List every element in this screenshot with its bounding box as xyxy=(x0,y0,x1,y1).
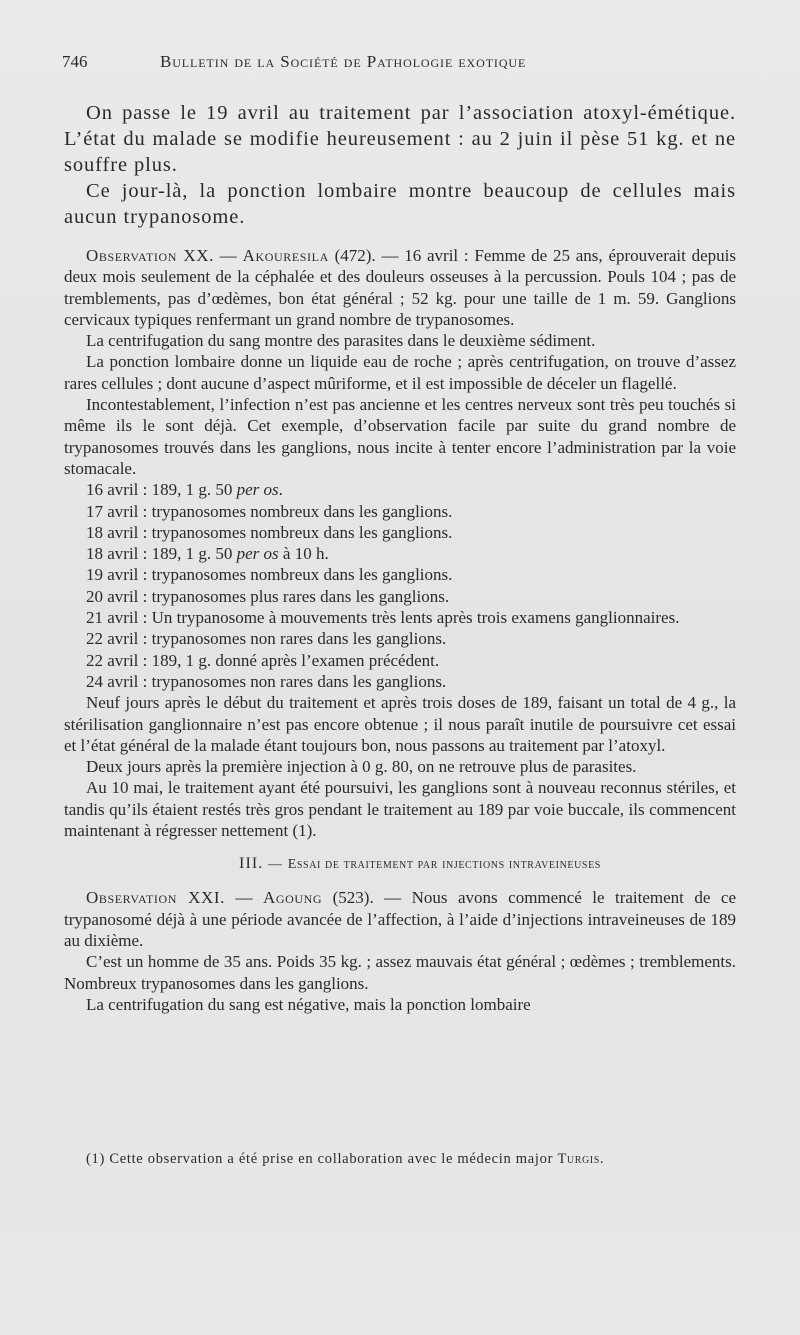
log-entry xyxy=(64,543,736,564)
daily-log xyxy=(64,479,736,692)
log-entry-text: 18 avril : 189, 1 g. 50 xyxy=(86,544,237,564)
section-heading: III. — Essai de traitement par injections intraveineuses xyxy=(239,855,601,873)
paragraph: Incontestablement, l’infection n’est pas ancienne et les centres nerveux sont très peu touchés si même ils le sont déjà. Cet exemple, d’observation facile par suite du grand nombre de trypanosomes trouvés dans les ganglions, nous incite à tenter encore l’administration par la voie stomacale. xyxy=(64,395,736,478)
observation-label: Observation XXI. xyxy=(86,888,225,908)
log-entry-text: 16 avril : 189, 1 g. 50 xyxy=(86,480,237,500)
patient-name: Agoung xyxy=(262,888,323,908)
observation-label: Observation XX. xyxy=(86,246,215,265)
log-entry-text: 19 avril : trypanosomes nombreux dans les ganglions. xyxy=(86,565,453,585)
log-entry xyxy=(64,607,736,628)
paragraph: La centrifugation du sang est négative, mais la ponction lombaire xyxy=(86,994,531,1014)
log-entry-text: 17 avril : trypanosomes nombreux dans les ganglions. xyxy=(86,501,453,521)
log-entry-suffix: à 10 h. xyxy=(278,544,329,564)
paragraph: C’est un homme de 35 ans. Poids 35 kg. ; assez mauvais état général ; œdèmes ; tremblements. Nombreux trypanosomes dans les ganglions. xyxy=(64,952,736,993)
paragraph: La ponction lombaire donne un liquide eau de roche ; après centrifugation, on trouve d’assez rares cellules ; dont aucune d’aspect mûriforme, et il est impossible de déceler un flagellé. xyxy=(64,352,736,393)
paragraph: Deux jours après la première injection à 0 g. 80, on ne retrouve plus de parasites. xyxy=(86,757,637,777)
section-title: Essai de traitement par injections intraveineuses xyxy=(287,857,601,873)
log-entry xyxy=(64,671,736,692)
log-entry xyxy=(64,479,736,500)
log-entry xyxy=(64,564,736,585)
log-entry xyxy=(64,522,736,543)
log-entry xyxy=(64,650,736,671)
log-entry xyxy=(64,586,736,607)
footnote-text: (1) Cette observation a été prise en collaboration avec le médecin major xyxy=(86,1151,558,1167)
log-entry-text: 21 avril : Un trypanosome à mouvements très lents après trois examens ganglionnaires. xyxy=(86,608,680,628)
log-entry-text: 24 avril : trypanosomes non rares dans les ganglions. xyxy=(86,671,447,691)
page-number: 746 xyxy=(62,52,88,71)
log-entry-text: 18 avril : trypanosomes nombreux dans les ganglions. xyxy=(86,522,453,542)
section-numeral: III. xyxy=(239,855,264,873)
log-entry-text: 22 avril : 189, 1 g. donné après l’examen précédent. xyxy=(86,650,440,670)
paragraph: La centrifugation du sang montre des parasites dans le deuxième sédiment. xyxy=(86,331,596,351)
observation-heading: Observation XX. — Akouresila (472). — 16 avril : Femme de 25 ans, éprouverait depuis deux mois seulement de la céphalée et des douleurs osseuses à la percussion. Pouls 104 ; pas de tremblements, pas d’œdèmes, bon état général ; 52 kg. pour une taille de 1 m. 59. Ganglions cervicaux typiques renfermant un grand nombre de trypanosomes. xyxy=(64,246,737,329)
paragraph: Ce jour-là, la ponction lombaire montre beaucoup de cellules mais aucun trypanosome. xyxy=(64,180,736,228)
log-entry-text: 20 avril : trypanosomes plus rares dans les ganglions. xyxy=(86,586,450,606)
paragraph: Au 10 mai, le traitement ayant été poursuivi, les ganglions sont à nouveau reconnus stériles, et tandis qu’ils étaient restés très gros pendant le traitement au 189 par voie buccale, ils commencent maintenant à régresser nettement (1). xyxy=(64,778,736,841)
log-entry-suffix: . xyxy=(278,480,283,500)
log-entry-route: per os xyxy=(236,480,279,500)
running-header xyxy=(62,52,762,80)
log-entry-text: 22 avril : trypanosomes non rares dans les ganglions. xyxy=(86,629,447,649)
log-entry xyxy=(64,501,736,522)
footnote-name: Turgis. xyxy=(557,1151,605,1167)
running-title: Bulletin de la Société de Pathologie exotique xyxy=(160,52,527,71)
observation-text: (472). — 16 avril : Femme de 25 ans, éprouverait depuis deux mois seulement de la céphalée et des douleurs osseuses à la percussion. Pouls 104 ; pas de tremblements, pas d’œdèmes, bon état général ; 52 kg. pour une taille de 1 m. 59. Ganglions cervicaux typiques renfermant un grand nombre de trypanosomes. xyxy=(64,246,737,329)
footnote xyxy=(64,1150,736,1168)
paragraph: On passe le 19 avril au traitement par l’association atoxyl-émétique. L’état du malade se modifie heureusement : au 2 juin il pèse 51 kg. et ne souffre plus. xyxy=(64,102,736,176)
observation-heading: Observation XXI. — Agoung (523). — Nous avons commencé le traitement de ce trypanosomé déjà à une période avancée de l’affection, à l’aide d’injections intraveineuses de 189 au dixième. xyxy=(64,888,736,950)
patient-name: Akouresila xyxy=(242,246,329,265)
body-text xyxy=(64,100,736,1015)
paragraph: Neuf jours après le début du traitement et après trois doses de 189, faisant un total de 4 g., la stérilisation ganglionnaire n’est pas encore obtenue ; il nous paraît inutile de poursuivre cet essai et l’état général de la malade étant toujours bon, nous passons au traitement par l’atoxyl. xyxy=(64,693,736,755)
observation-text: (523). — Nous avons commencé le traitement de ce trypanosomé déjà à une période avancée de l’affection, à l’aide d’injections intraveineuses de 189 au dixième. xyxy=(64,888,736,950)
log-entry xyxy=(64,628,736,649)
log-entry-route: per os xyxy=(236,544,279,564)
